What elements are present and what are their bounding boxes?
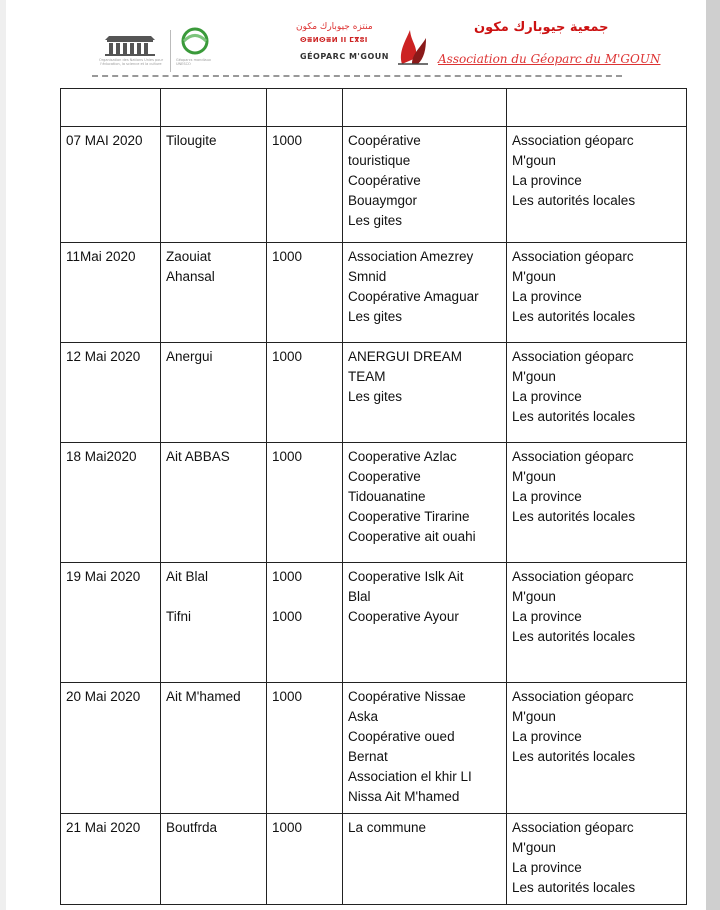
amount-line: 1000 [272,609,303,624]
amount-line: 1000 [272,133,303,148]
organizers-line: La province [512,860,582,875]
organizers-line: La province [512,173,582,188]
organizers-cell [507,563,687,683]
place-cell [161,563,267,683]
amount-line: 1000 [272,820,303,835]
partners-line: Association el khir LI [348,769,472,784]
organizers-line: Association géoparc [512,133,634,148]
organizers-line: Association géoparc [512,569,634,584]
partners-cell [343,243,507,343]
partners-line: Cooperative Islk Ait [348,569,464,584]
amount-cell [267,89,343,127]
schedule-table [60,88,687,905]
organizers-line: Les autorités locales [512,309,636,324]
table-row [61,443,687,563]
geoparks-caption: Géoparcs mondiaux UNESCO [176,58,211,66]
organizers-line: Les autorités locales [512,193,636,208]
organizers-line: M'goun [512,369,556,384]
partners-cell [343,127,507,243]
organizers-cell [507,127,687,243]
amount-cell [267,443,343,563]
unesco-caption: Organisation des Nations Unies pour l'éducation, la science et la culture [98,58,164,66]
organizers-line: M'goun [512,469,556,484]
organizers-line: Association géoparc [512,349,634,364]
partners-line: touristique [348,153,411,168]
place-line [166,587,261,607]
amount-line: 1000 [272,249,303,264]
logo-divider [170,30,171,72]
partners-line: Bouaymgor [348,193,418,208]
organizers-cell [507,343,687,443]
organizers-line: La province [512,729,582,744]
table-header-row [61,89,687,127]
date-cell [61,89,161,127]
partners-line: Les gites [348,389,403,404]
date-text: 12 Mai 2020 [66,349,141,364]
organizers-line: M'goun [512,269,556,284]
header-separator [92,75,622,77]
place-cell [161,343,267,443]
amount-line: 1000 [272,349,303,364]
geoparc-name: GÉOPARC M'GOUN [300,52,389,61]
place-line: Zaouiat [166,249,212,264]
partners-cell [343,683,507,814]
partners-line: Coopérative [348,133,421,148]
partners-line: Nissa Ait M'hamed [348,789,460,804]
place-line: Anergui [166,349,213,364]
partners-line: Cooperative Tirarine [348,509,470,524]
geoparc-flame-logo-icon [396,28,430,66]
amount-line: 1000 [272,449,303,464]
association-arabic-title: جمعية جيوبارك مكون [474,20,609,35]
place-cell [161,443,267,563]
partners-line: Tidouanatine [348,489,426,504]
partners-line: Les gites [348,213,403,228]
partners-line: Smnid [348,269,387,284]
global-geoparks-logo-icon [176,26,214,60]
place-line: Ait ABBAS [166,449,230,464]
partners-line: Bernat [348,749,388,764]
place-cell [161,814,267,905]
table-row [61,814,687,905]
geoparc-tifinagh-name: ⵙⴻⵍⵙⴻⵍ ⵏⵏ ⵎⴳⵓⵏ [300,36,368,44]
partners-line: TEAM [348,369,386,384]
partners-line: Coopérative Amaguar [348,289,479,304]
organizers-line: Association géoparc [512,449,634,464]
organizers-line: Les autorités locales [512,880,636,895]
organizers-line: M'goun [512,840,556,855]
scan-right-margin [706,0,720,910]
organizers-line: Les autorités locales [512,409,636,424]
partners-line: Association Amezrey [348,249,474,264]
amount-cell [267,243,343,343]
date-cell [61,443,161,563]
partners-line: ANERGUI DREAM [348,349,463,364]
partners-line: Coopérative [348,173,421,188]
date-cell [61,814,161,905]
organizers-cell [507,683,687,814]
organizers-cell [507,443,687,563]
table-row [61,127,687,243]
place-line: Tilougite [166,133,217,148]
date-text: 19 Mai 2020 [66,569,141,584]
amount-line: 1000 [272,569,303,584]
table-row [61,343,687,443]
amount-cell [267,343,343,443]
place-cell [161,127,267,243]
organizers-line: La province [512,389,582,404]
place-line: Ait Blal [166,569,209,584]
place-line: Tifni [166,609,192,624]
organizers-line: La province [512,289,582,304]
place-cell [161,89,267,127]
amount-cell [267,563,343,683]
place-line: Ait M'hamed [166,689,241,704]
amount-cell [267,127,343,243]
date-cell [61,127,161,243]
partners-line: Coopérative Nissae [348,689,466,704]
organizers-line: La province [512,609,582,624]
partners-line: Coopérative oued [348,729,455,744]
table-row [61,243,687,343]
geoparc-arabic-name: منتزه جيوبارك مكون [296,22,373,32]
organizers-cell [507,89,687,127]
organizers-line: Association géoparc [512,820,634,835]
partners-line: La commune [348,820,427,835]
date-cell [61,343,161,443]
organizers-line: La province [512,489,582,504]
date-text: 20 Mai 2020 [66,689,141,704]
page-edge-shadow [0,0,6,910]
association-french-title: Association du Géoparc du M'GOUN [438,52,661,66]
organizers-line: M'goun [512,153,556,168]
date-cell [61,683,161,814]
partners-line: Blal [348,589,371,604]
organizers-line: Association géoparc [512,689,634,704]
partners-line: Cooperative Ayour [348,609,459,624]
place-cell [161,243,267,343]
amount-cell [267,814,343,905]
organizers-line: Les autorités locales [512,629,636,644]
organizers-cell [507,243,687,343]
partners-cell [343,443,507,563]
table-row [61,683,687,814]
organizers-line: Association géoparc [512,249,634,264]
partners-line: Les gites [348,309,403,324]
date-cell [61,563,161,683]
amount-line [272,587,337,607]
organizers-cell [507,814,687,905]
place-cell [161,683,267,814]
table-row [61,563,687,683]
place-line: Boutfrda [166,820,218,835]
partners-line: Cooperative Azlac [348,449,457,464]
date-text: 21 Mai 2020 [66,820,141,835]
organizers-line: Les autorités locales [512,509,636,524]
partners-line: Aska [348,709,379,724]
amount-line: 1000 [272,689,303,704]
partners-line: Cooperative [348,469,421,484]
organizers-line: Les autorités locales [512,749,636,764]
partners-cell [343,814,507,905]
partners-line: Cooperative ait ouahi [348,529,476,544]
date-text: 11Mai 2020 [66,249,136,264]
place-line: Ahansal [166,269,215,284]
date-text: 18 Mai2020 [66,449,137,464]
partners-cell [343,89,507,127]
date-text: 07 MAI 2020 [66,133,143,148]
date-cell [61,243,161,343]
organizers-line: M'goun [512,709,556,724]
partners-cell [343,563,507,683]
partners-cell [343,343,507,443]
amount-cell [267,683,343,814]
organizers-line: M'goun [512,589,556,604]
